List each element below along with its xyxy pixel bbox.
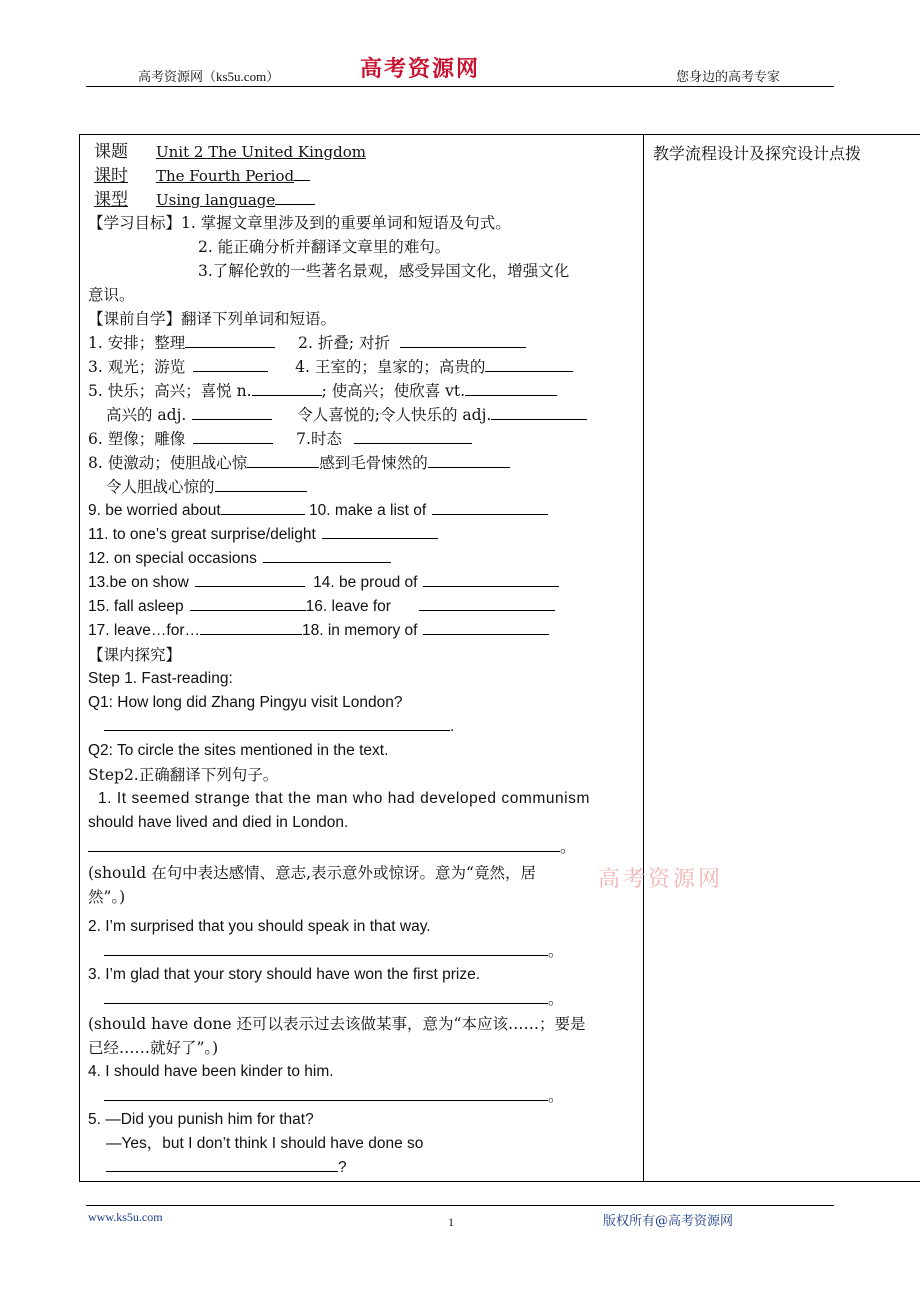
watermark: 高考资源网: [598, 867, 724, 892]
blank[interactable]: [263, 548, 391, 563]
step-1: Step 1. Fast-reading:: [88, 670, 233, 687]
blank[interactable]: [247, 453, 319, 468]
type-label: 课型: [94, 190, 128, 210]
sentence-3: 3. I’m glad that your story should have won the first prize.: [88, 966, 480, 983]
note-1-cont: 然”。): [88, 888, 126, 906]
blank[interactable]: [428, 453, 510, 468]
vocab-3: 3. 观光；游览: [88, 358, 186, 376]
phrase-row-15: [88, 595, 555, 619]
preview-instruction: 翻译下列单词和短语。: [181, 310, 337, 328]
question-1: Q1: How long did Zhang Pingyu visit London?: [88, 694, 403, 711]
blank[interactable]: [419, 596, 555, 611]
period-label: 课时: [94, 166, 128, 186]
question-mark: ?: [338, 1159, 347, 1176]
objective-1: 1. 掌握文章里涉及到的重要单词和短语及句式。: [181, 214, 511, 232]
blank[interactable]: [221, 500, 305, 515]
objective-3-cont: 意识。: [88, 286, 135, 304]
note-1: (should 在句中表达感情、意志,表示意外或惊讶。意为“竟然，居: [88, 864, 536, 882]
blank[interactable]: [106, 1157, 338, 1172]
objectives-label: 【学习目标】: [88, 214, 182, 232]
vocab-8c: 令人胆战心惊的: [106, 478, 215, 496]
period: 。: [548, 990, 564, 1008]
column-divider: [643, 134, 644, 1181]
vocab-5b: ; 使高兴；使欣喜 vt.: [321, 382, 466, 400]
objective-3: 3.了解伦敦的一些著名景观，感受异国文化，增强文化: [198, 262, 570, 280]
phrase-row-9: [88, 499, 548, 523]
answer-line-q1: [104, 715, 454, 739]
answer-line-s1: [88, 835, 576, 859]
blank[interactable]: [195, 572, 305, 587]
blank[interactable]: [354, 429, 472, 444]
lesson-type-row: [88, 188, 315, 212]
phrase-15: 15. fall asleep: [88, 598, 184, 615]
preview-label: 【课前自学】: [88, 310, 182, 328]
phrase-10: 10. make a list of: [309, 502, 427, 519]
objective-2: 2. 能正确分析并翻译文章里的难句。: [198, 238, 451, 256]
explore-label: 【课内探究】: [88, 646, 182, 664]
preview-heading: [88, 307, 336, 331]
blank[interactable]: [190, 596, 306, 611]
vocab-5c: 高兴的 adj.: [106, 406, 187, 424]
answer-line-s2: [104, 939, 564, 963]
blank[interactable]: [192, 405, 272, 420]
blank[interactable]: [200, 620, 302, 635]
answer-line-s4: [104, 1084, 564, 1108]
type-value: Using language: [156, 191, 276, 209]
vocab-2: 2. 折叠; 对折: [298, 334, 391, 352]
vocab-8b: 感到毛骨悚然的: [319, 454, 428, 472]
vocab-row-6: [88, 451, 510, 475]
phrase-14: 14. be proud of: [313, 574, 418, 591]
blank[interactable]: [215, 477, 307, 492]
note-2-cont: 已经……就好了”。): [88, 1039, 219, 1057]
phrase-11: 11. to one’s great surprise/delight: [88, 526, 316, 543]
blank[interactable]: [491, 405, 587, 420]
vocab-row-7: [106, 475, 307, 499]
blank[interactable]: [485, 357, 573, 372]
footer-copyright: 版权所有@高考资源网: [603, 1214, 734, 1229]
blank[interactable]: [193, 357, 268, 372]
vocab-4: 4. 王室的；皇家的；高贵的: [295, 358, 486, 376]
blank[interactable]: [400, 333, 526, 348]
sentence-1: 1. It seemed strange that the man who had developed communism: [98, 790, 590, 807]
page-number: 1: [448, 1215, 454, 1229]
lesson-period-row: [88, 164, 310, 188]
sentence-2: 2. I’m surprised that you should speak in that way.: [88, 918, 431, 935]
period: 。: [548, 1087, 564, 1105]
footer-rule: [86, 1205, 834, 1206]
blank[interactable]: [193, 429, 273, 444]
note-2: (should have done 还可以表示过去该做某事，意为“本应该……；要是: [88, 1015, 586, 1033]
vocab-row-2: [88, 355, 573, 379]
vocab-row-3: [88, 379, 557, 403]
side-column-title: 教学流程设计及探究设计点拨: [653, 144, 862, 163]
blank[interactable]: [423, 572, 559, 587]
header-site-name: 高考资源网（ks5u.com）: [138, 69, 280, 84]
blank[interactable]: [104, 941, 548, 956]
phrase-17: 17. leave…for…: [88, 622, 200, 639]
phrase-18: 18. in memory of: [302, 622, 418, 639]
sentence-4: 4. I should have been kinder to him.: [88, 1063, 334, 1080]
blank[interactable]: [104, 1086, 548, 1101]
period: 。: [560, 838, 576, 856]
vocab-1: 1. 安排；整理: [88, 334, 186, 352]
phrase-row-11: [88, 523, 438, 547]
answer-line-s5: [106, 1156, 347, 1180]
vocab-7: 7.时态: [296, 430, 342, 448]
sentence-5-reply: —Yes，but I don’t think I should have done so: [106, 1135, 424, 1152]
blank[interactable]: [104, 989, 548, 1004]
vocab-row-5: [88, 427, 472, 451]
topic-label: 课题: [94, 142, 128, 162]
answer-line-s3: [104, 987, 564, 1011]
phrase-9: 9. be worried about: [88, 502, 221, 519]
period: .: [450, 718, 455, 735]
blank[interactable]: [432, 500, 548, 515]
period: 。: [548, 942, 564, 960]
footer-site-link[interactable]: www.ks5u.com: [88, 1210, 163, 1224]
period-value: The Fourth Period: [156, 167, 295, 185]
vocab-8: 8. 使激动；使胆战心惊: [88, 454, 248, 472]
blank[interactable]: [252, 381, 322, 396]
blank[interactable]: [322, 524, 438, 539]
step-2: Step2.正确翻译下列句子。: [88, 766, 279, 784]
phrase-12: 12. on special occasions: [88, 550, 257, 567]
vocab-row-1: [88, 331, 526, 355]
vocab-5: 5. 快乐；高兴；喜悦 n.: [88, 382, 252, 400]
lesson-topic-row: [88, 140, 366, 164]
blank[interactable]: [185, 333, 275, 348]
vocab-row-4: [106, 403, 587, 427]
sentence-1-cont: should have lived and died in London.: [88, 814, 349, 831]
header-logo: 高考资源网: [360, 56, 481, 82]
blank[interactable]: [465, 381, 557, 396]
blank[interactable]: [423, 620, 549, 635]
objectives-row-1: [88, 211, 511, 235]
header-rule: [86, 86, 834, 87]
header-slogan: 您身边的高考专家: [676, 69, 781, 84]
vocab-5d: 令人喜悦的;令人快乐的 adj.: [297, 406, 492, 424]
topic-value: Unit 2 The United Kingdom: [156, 143, 367, 161]
phrase-13: 13.be on show: [88, 574, 189, 591]
phrase-row-13: [88, 571, 559, 595]
question-2: Q2: To circle the sites mentioned in the text.: [88, 742, 389, 759]
vocab-6: 6. 塑像；雕像: [88, 430, 186, 448]
blank[interactable]: [88, 837, 560, 852]
phrase-16: 16. leave for: [305, 598, 391, 615]
phrase-row-12: [88, 547, 391, 571]
blank[interactable]: [104, 716, 450, 731]
sentence-5: 5. —Did you punish him for that?: [88, 1111, 314, 1128]
phrase-row-17: [88, 619, 549, 643]
